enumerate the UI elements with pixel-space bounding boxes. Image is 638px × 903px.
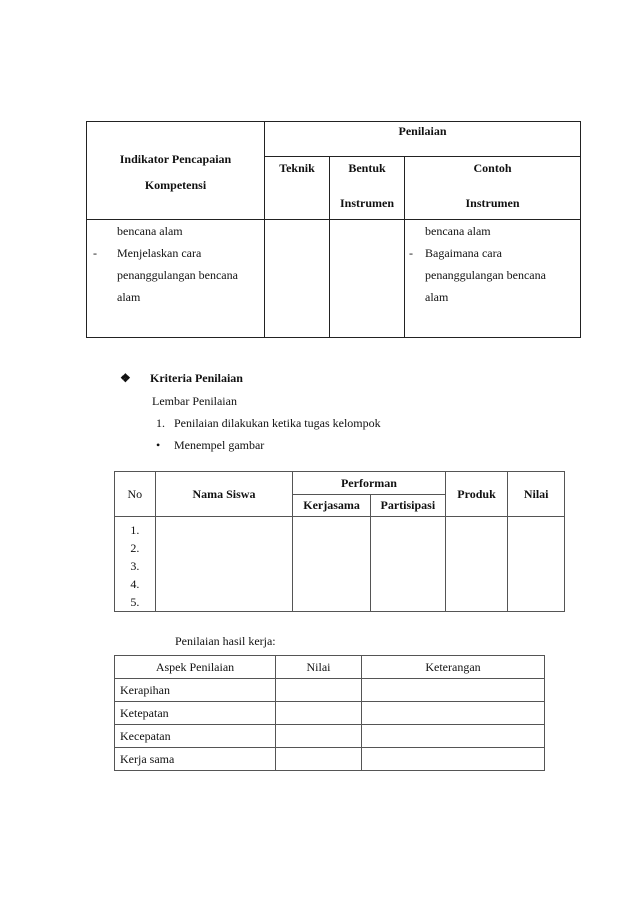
header-bentuk bbox=[330, 157, 405, 220]
keterangan-cell bbox=[362, 748, 545, 771]
aspek-cell: Kerja sama bbox=[115, 748, 276, 771]
bentuk-body bbox=[330, 220, 405, 338]
list-item: Penilaian dilakukan ketika tugas kelompok bbox=[174, 416, 381, 430]
performan-table bbox=[114, 471, 565, 612]
diamond-bullet-icon: ❖ bbox=[120, 371, 131, 385]
list-item: Menempel gambar bbox=[174, 438, 265, 452]
header-bentuk-line2: Instrumen bbox=[339, 196, 394, 210]
contoh-body bbox=[405, 220, 581, 338]
indikator-line: Menjelaskan cara bbox=[117, 246, 202, 260]
header-teknik: Teknik bbox=[265, 157, 330, 220]
header-partisipasi: Partisipasi bbox=[370, 495, 445, 517]
contoh-line: Bagaimana cara bbox=[425, 246, 502, 260]
row-number: 1. bbox=[130, 523, 140, 537]
contoh-line: alam bbox=[425, 290, 449, 304]
row-number: 2. bbox=[130, 541, 140, 555]
header-indikator-line2: Kompetensi bbox=[144, 178, 207, 192]
hasil-kerja-table bbox=[114, 655, 545, 771]
indikator-line: alam bbox=[117, 290, 141, 304]
keterangan-cell bbox=[362, 702, 545, 725]
indikator-line: penanggulangan bencana bbox=[117, 268, 238, 282]
table-row bbox=[115, 679, 545, 702]
teknik-body bbox=[265, 220, 330, 338]
header-contoh-line2: Instrumen bbox=[465, 196, 520, 210]
row-number: 3. bbox=[130, 559, 140, 573]
row-number: 4. bbox=[130, 577, 140, 591]
dash-marker: - bbox=[93, 246, 97, 260]
header-indikator bbox=[87, 122, 265, 220]
nilai-cell bbox=[276, 725, 362, 748]
table-row bbox=[115, 702, 545, 725]
hasil-label: Penilaian hasil kerja: bbox=[175, 634, 276, 648]
kriteria-title: Kriteria Penilaian bbox=[150, 371, 243, 385]
indikator-body bbox=[87, 220, 265, 338]
row-number: 5. bbox=[130, 595, 140, 609]
nilai-cell bbox=[276, 748, 362, 771]
header-no: No bbox=[115, 472, 156, 517]
header-bentuk-line1: Bentuk bbox=[348, 161, 386, 175]
row-numbers bbox=[115, 517, 156, 612]
header-kerjasama: Kerjasama bbox=[293, 495, 371, 517]
header-aspek: Aspek Penilaian bbox=[115, 656, 276, 679]
table-row bbox=[115, 725, 545, 748]
kriteria-subtitle: Lembar Penilaian bbox=[152, 394, 237, 408]
nama-cell bbox=[155, 517, 293, 612]
kerjasama-cell bbox=[293, 517, 371, 612]
nilai-cell bbox=[276, 679, 362, 702]
list-number: 1. bbox=[156, 416, 165, 430]
aspek-cell: Kecepatan bbox=[115, 725, 276, 748]
nilai-cell bbox=[276, 702, 362, 725]
indikator-line: bencana alam bbox=[117, 224, 183, 238]
keterangan-cell bbox=[362, 725, 545, 748]
header-performan: Performan bbox=[293, 472, 445, 495]
header-contoh-line1: Contoh bbox=[473, 161, 512, 175]
table-row bbox=[115, 748, 545, 771]
header-penilaian: Penilaian bbox=[265, 122, 581, 157]
header-nilai: Nilai bbox=[276, 656, 362, 679]
indikator-table bbox=[86, 121, 581, 338]
contoh-line: bencana alam bbox=[425, 224, 491, 238]
aspek-cell: Ketepatan bbox=[115, 702, 276, 725]
partisipasi-cell bbox=[370, 517, 445, 612]
aspek-cell: Kerapihan bbox=[115, 679, 276, 702]
keterangan-cell bbox=[362, 679, 545, 702]
dash-marker: - bbox=[409, 246, 413, 260]
contoh-line: penanggulangan bencana bbox=[425, 268, 546, 282]
bullet-icon: • bbox=[156, 438, 161, 452]
header-nilai: Nilai bbox=[508, 472, 565, 517]
header-contoh bbox=[405, 157, 581, 220]
produk-cell bbox=[445, 517, 508, 612]
header-produk: Produk bbox=[445, 472, 508, 517]
header-keterangan: Keterangan bbox=[362, 656, 545, 679]
header-indikator-line1: Indikator Pencapaian bbox=[119, 152, 232, 166]
nilai-cell bbox=[508, 517, 565, 612]
header-nama-siswa: Nama Siswa bbox=[155, 472, 293, 517]
